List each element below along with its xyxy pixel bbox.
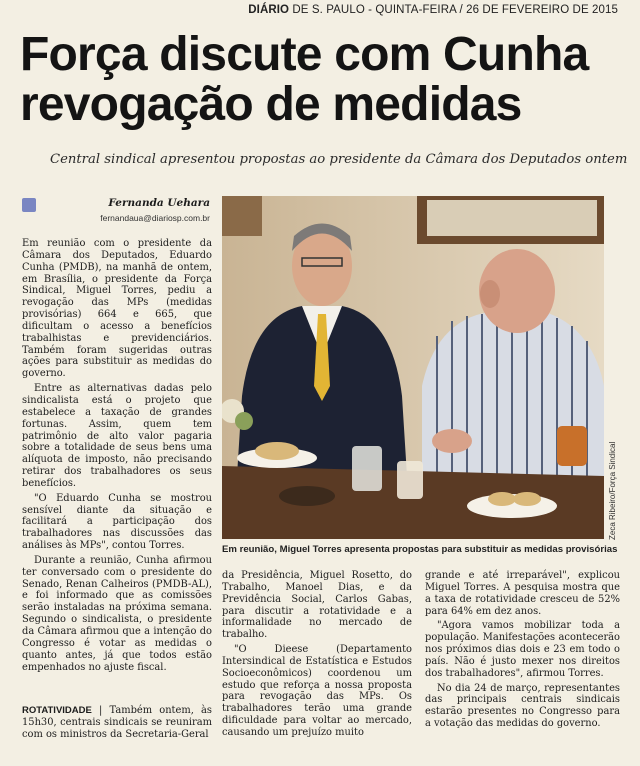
body-column-3 (425, 570, 620, 733)
body-column-2 (222, 570, 412, 742)
author-email: fernandaua@diariosp.com.br (100, 213, 210, 223)
paper-name: DIÁRIO (248, 4, 290, 16)
subhead: Central sindical apresentou propostas ao presidente da Câmara dos Deputados ontem (50, 152, 628, 167)
paragraph: Durante a reunião, Cunha afirmou ter conversado com o presidente do Senado, Renan Calheiros (PMDB-AL), e foi informado que as comissões serão instaladas na próxima semana. Segundo o sindicalista, o presidente da Câmara afirmou que a intenção do Congresso é votar as medidas o quanto antes, já que todos estão empenhados no ajuste fiscal. (22, 554, 212, 673)
paragraph: Entre as alternativas dadas pelo sindicalista está o projeto que estabelece a taxação de grandes fortunas. Assim, quem tem patrimônio de alto valor pagaria sobre a totalidade de seus bens uma alíquota de imposto, não precisando retirar dos trabalhadores os seus benefícios. (22, 383, 212, 489)
paragraph: "Agora vamos mobilizar toda a população. Manifestações acontecerão nos próximos dias dois e 23 em todo o país. Não é justo mexer nos direitos dos trabalhadores", afirmou Torres. (425, 620, 620, 679)
news-photo (222, 196, 604, 539)
masthead (248, 4, 618, 16)
author-square-icon (22, 198, 36, 212)
paragraph: "O Eduardo Cunha se mostrou sensível diante da situação e facilitará a participação dos trabalhadores nas discussões das análises às MPs", contou Torres. (22, 492, 212, 552)
body-column-1 (22, 238, 212, 676)
paragraph: grande e até irreparável", explicou Miguel Torres. A pesquisa mostra que a taxa de rotatividade cresceu de 52% para 64% em dez anos. (425, 570, 620, 617)
paragraph: No dia 24 de março, representantes das principais centrais sindicais estarão presentes no Congresso para a votação das medidas do governo. (425, 682, 620, 730)
paragraph: Em reunião com o presidente da Câmara dos Deputados, Eduardo Cunha (PMDB), na manhã de ontem, em Brasília, o presidente da Força Sindical, Miguel Torres, pediu a revogação das MPs (medidas provisórias) 664 e 665, que dificultam o acesso a benefícios trabalhistas e previdenciários. Também foram sugeridas outras ações para substituir as medidas do governo. (22, 238, 212, 380)
paragraph: da Presidência, Miguel Rosetto, do Trabalho, Manoel Dias, e da Previdência Social, Carlos Gabas, para discutir a rotatividade e a informalidade no mercado de trabalho. (222, 570, 412, 641)
masthead-date: DE S. PAULO - QUINTA-FEIRA / 26 DE FEVEREIRO DE 2015 (289, 4, 618, 16)
photo-credit: Zeca Ribeiro/Força Sindical (608, 441, 617, 540)
section-kicker: ROTATIVIDADE (22, 705, 92, 716)
paragraph-text: | Também ontem, às 15h30, centrais sindicais se reuniram com os ministros da Secretaria-Geral (22, 705, 212, 740)
photo-illustration (222, 196, 604, 539)
photo-caption: Em reunião, Miguel Torres apresenta propostas para substituir as medidas provisórias (222, 544, 618, 555)
author-name: Fernanda Uehara (108, 197, 210, 209)
paragraph: "O Dieese (Departamento Intersindical de Estatística e Estudos Socioeconômicos) coordenou um estudo que reforça a nossa proposta para revogação das MPs. Os trabalhadores terão uma grande dificuldade para voltar ao mercado, causando um prejuízo muito (222, 644, 412, 738)
body-column-1-bottom (22, 705, 212, 744)
headline: Força discute com Cunha revogação de medidas (20, 28, 589, 131)
paragraph (22, 705, 212, 741)
